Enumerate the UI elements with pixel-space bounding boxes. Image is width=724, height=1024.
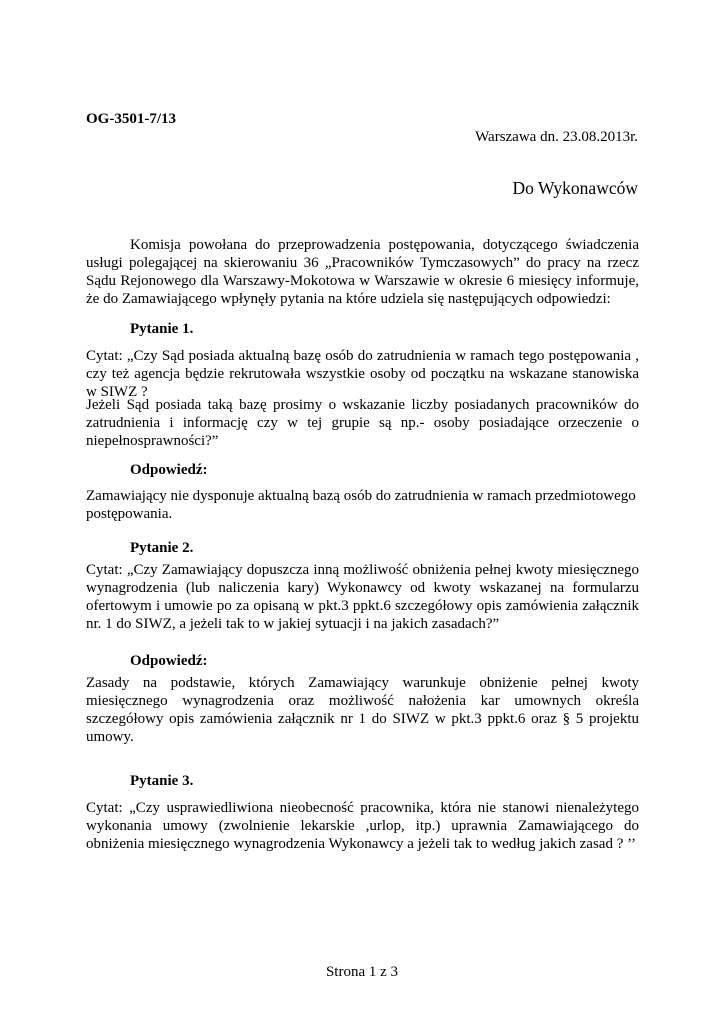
addressee: Do Wykonawców	[512, 178, 638, 198]
intro-paragraph: Komisja powołana do przeprowadzenia postępowania, dotyczącego świadczenia usługi polegającej na skierowaniu 36 „Pracowników Tymczasowych” do pracy na rzecz Sądu Rejonowego dla Warszawy-Mokotowa w Warszawie w okresie 6 miesięcy informuje, że do Zamawiającego wpłynęły pytania na które udziela się następujących odpowiedzi:	[86, 237, 639, 307]
question-2-quote: Cytat: „Czy Zamawiający dopuszcza inną możliwość obniżenia pełnej kwoty miesięcznego wynagrodzenia (lub naliczenia kary) Wykonawcy od kwoty wskazanej na formularzu ofertowym i umowie po za opisaną w pkt.3 ppkt.6 szczegółowy opis zamówienia załącznik nr. 1 do SIWZ, a jeżeli tak to w jakiej sytuacji i na jakich zasadach?”	[86, 562, 639, 632]
question-3-heading: Pytanie 3.	[130, 773, 194, 789]
question-1-quote-continued: Jeżeli Sąd posiada taką bazę prosimy o wskazanie liczby posiadanych pracowników do zatrudnienia i informację czy w tej grupie są np.- osoby posiadające orzeczenie o niepełnosprawności?”	[86, 397, 639, 449]
answer-2-text: Zasady na podstawie, których Zamawiający warunkuje obniżenie pełnej kwoty miesięcznego wynagrodzenia oraz możliwość nałożenia kar umownych określa szczegółowy opis zamówienia załącznik nr 1 do SIWZ w pkt.3 ppkt.6 oraz § 5 projektu umowy.	[86, 675, 639, 745]
question-1-quote: Cytat: „Czy Sąd posiada aktualną bazę osób do zatrudnienia w ramach tego postępowania , czy też agencja będzie rekrutowała wszystkie osoby od początku na wskazane stanowiska w SIWZ ?	[86, 348, 639, 400]
page-number: Strona 1 z 3	[325, 964, 399, 980]
answer-1-heading: Odpowiedź:	[130, 462, 208, 478]
answer-2-heading: Odpowiedź:	[130, 653, 208, 669]
answer-1-text: Zamawiający nie dysponuje aktualną bazą osób do zatrudnienia w ramach przedmiotowego postępowania.	[86, 488, 636, 522]
question-2-heading: Pytanie 2.	[130, 540, 194, 556]
reference-number: OG-3501-7/13	[86, 111, 176, 127]
question-3-quote: Cytat: „Czy usprawiedliwiona nieobecność pracownika, która nie stanowi nienależytego wykonania umowy (zwolnienie lekarskie ,urlop, itp.) uprawnia Zamawiającego do obniżenia miesięcznego wynagrodzenia Wykonawcy a jeżeli tak to według jakich zasad ? ’’	[86, 800, 639, 852]
document-date: Warszawa dn. 23.08.2013r.	[475, 129, 638, 145]
question-1-heading: Pytanie 1.	[130, 321, 194, 337]
